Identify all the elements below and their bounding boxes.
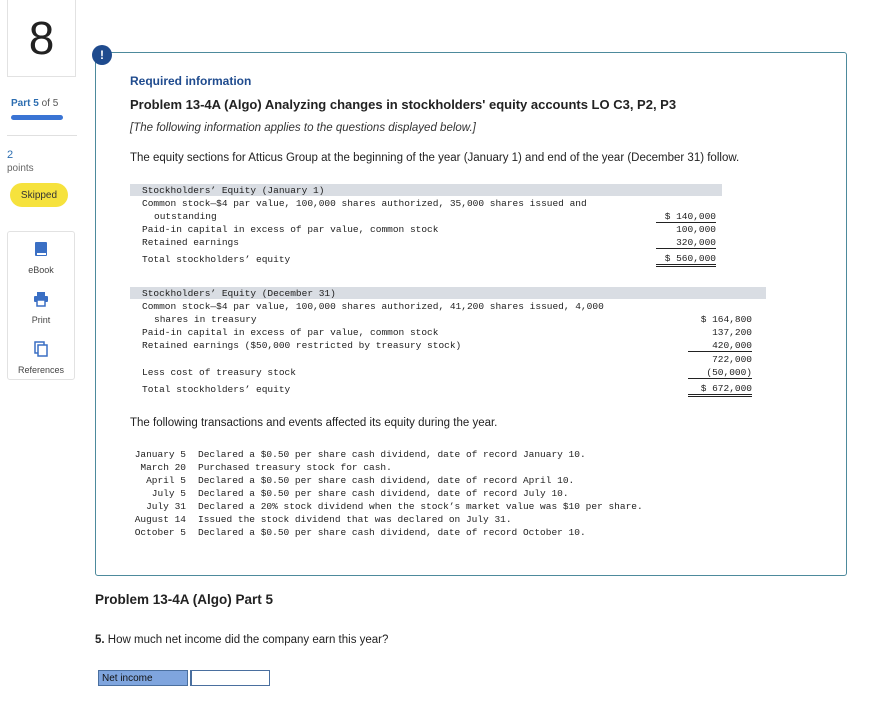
table-header: Stockholders’ Equity (December 31) (142, 288, 336, 299)
references-button[interactable] (8, 336, 74, 382)
table-cell-amount: (50,000) (688, 367, 752, 379)
transaction-text: Declared a $0.50 per share cash dividend, date of record April 10. (198, 475, 575, 486)
net-income-label: Net income (98, 670, 188, 686)
required-info-heading: Required information (130, 74, 252, 88)
tools-panel (7, 231, 75, 380)
table-row-label: shares in treasury (154, 314, 257, 325)
ebook-button[interactable] (8, 236, 74, 282)
question-body: How much net income did the company earn this year? (104, 634, 389, 646)
table-row-label: Common stock—$4 par value, 100,000 shares authorized, 35,000 shares issued and (142, 198, 587, 209)
problem-title: Problem 13-4A (Algo) Analyzing changes in stockholders' equity accounts LO C3, P2, P3 (130, 97, 677, 112)
table-total-amount: $ 672,000 (688, 383, 752, 397)
references-label: References (17, 365, 65, 375)
references-icon (33, 341, 49, 357)
table-header: Stockholders’ Equity (January 1) (142, 185, 325, 196)
transaction-date: August 14 (134, 514, 186, 525)
print-button[interactable] (8, 286, 74, 332)
points-value: 2 (7, 149, 14, 161)
transaction-text: Declared a 20% stock dividend when the stock’s market value was $10 per share. (198, 501, 643, 512)
divider (7, 135, 77, 136)
transaction-date: July 5 (151, 488, 186, 499)
status-badge: Skipped (10, 183, 68, 207)
part-progress-bar (11, 115, 63, 120)
table-cell-amount: $ 164,800 (700, 314, 752, 325)
table-cell-amount: 137,200 (712, 327, 752, 338)
table-row-label: outstanding (154, 211, 217, 222)
table-row-label: Paid-in capital in excess of par value, common stock (142, 327, 439, 338)
info-note: [The following information applies to the questions displayed below.] (130, 122, 476, 134)
part-title: Problem 13-4A (Algo) Part 5 (95, 592, 274, 607)
table-row-label: Retained earnings ($50,000 restricted by treasury stock) (142, 340, 462, 351)
transaction-text: Declared a $0.50 per share cash dividend, date of record January 10. (198, 449, 586, 460)
question-text (95, 634, 388, 646)
intro-text: The equity sections for Atticus Group at the beginning of the year (January 1) and end of the year (December 31) follow. (130, 152, 740, 164)
print-label: Print (31, 315, 51, 325)
table-cell-amount: 320,000 (656, 237, 716, 249)
table-total-amount: $ 560,000 (656, 253, 716, 267)
table-total-label: Total stockholders’ equity (142, 254, 291, 265)
question-number: 8 (7, 0, 76, 77)
printer-icon (33, 291, 49, 307)
transaction-text: Declared a $0.50 per share cash dividend, date of record October 10. (198, 527, 586, 538)
transaction-text: Declared a $0.50 per share cash dividend, date of record July 10. (198, 488, 569, 499)
question-number-label: 5. (95, 634, 105, 646)
part-indicator (11, 98, 58, 109)
book-icon (33, 241, 49, 257)
transactions-intro: The following transactions and events affected its equity during the year. (130, 417, 498, 429)
net-income-input[interactable] (190, 670, 270, 686)
table-row-label: Retained earnings (142, 237, 239, 248)
required-info-panel (95, 52, 847, 576)
table-cell-amount: 100,000 (676, 224, 716, 235)
transaction-date: April 5 (146, 475, 186, 486)
transaction-text: Issued the stock dividend that was declared on July 31. (198, 514, 512, 525)
table-total-label: Total stockholders’ equity (142, 384, 291, 395)
transaction-date: October 5 (134, 527, 186, 538)
transaction-date: March 20 (140, 462, 186, 473)
table-cell-amount: 420,000 (688, 340, 752, 352)
points-label: points (7, 163, 34, 174)
table-cell-amount: $ 140,000 (656, 211, 716, 223)
transaction-date: January 5 (134, 449, 186, 460)
table-row-label: Less cost of treasury stock (142, 367, 296, 378)
ebook-label: eBook (28, 265, 54, 275)
table-row-label: Paid-in capital in excess of par value, common stock (142, 224, 439, 235)
transaction-text: Purchased treasury stock for cash. (198, 462, 392, 473)
part-current: Part 5 (11, 98, 39, 109)
table-row-label: Common stock—$4 par value, 100,000 shares authorized, 41,200 shares issued, 4,000 (142, 301, 604, 312)
alert-icon: ! (92, 45, 112, 65)
transaction-date: July 31 (146, 501, 186, 512)
table-subtotal: 722,000 (712, 354, 752, 365)
part-total: of 5 (38, 98, 59, 109)
